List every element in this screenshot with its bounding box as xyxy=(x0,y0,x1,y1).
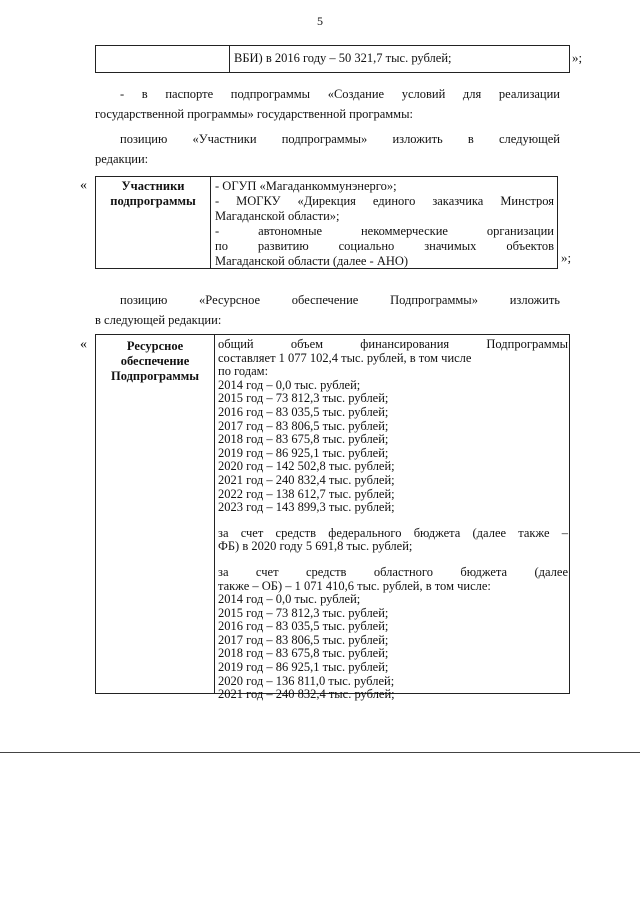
paragraph-passport-line1: - в паспорте подпрограммы «Создание условий для реализации xyxy=(120,87,560,101)
label-line: Участники xyxy=(121,179,185,193)
label-line: Ресурсное xyxy=(126,339,184,353)
year-line: 2015 год – 73 812,3 тыс. рублей; xyxy=(218,605,389,620)
year-line: 2018 год – 83 675,8 тыс. рублей; xyxy=(218,432,389,447)
year-line: 2022 год – 138 612,7 тыс. рублей; xyxy=(218,486,395,501)
participant-item: - ОГУП «Магаданкоммунэнерго»; xyxy=(215,179,397,193)
participants-label xyxy=(96,177,210,209)
year-line: 2017 год – 83 806,5 тыс. рублей; xyxy=(218,418,389,433)
resources-intro: составляет 1 077 102,4 тыс. рублей, в том числе xyxy=(218,350,472,365)
participants-label-cell xyxy=(96,177,211,268)
paragraph-participants-line2: редакции: xyxy=(95,152,149,166)
participants-content-cell xyxy=(215,179,554,269)
opening-quote: « xyxy=(80,337,87,352)
opening-quote: « xyxy=(80,178,87,193)
paragraph-resources-line1: позицию «Ресурсное обеспечение Подпрограммы» изложить xyxy=(120,293,560,307)
year-line: 2015 год – 73 812,3 тыс. рублей; xyxy=(218,391,389,406)
year-line: 2018 год – 83 675,8 тыс. рублей; xyxy=(218,646,389,661)
resources-label-cell xyxy=(96,335,215,693)
year-line: 2019 год – 86 925,1 тыс. рублей; xyxy=(218,445,389,460)
label-line: подпрограммы xyxy=(110,194,196,208)
paragraph-resources-line2: в следующей редакции: xyxy=(95,313,222,327)
closing-quote: »; xyxy=(561,250,572,265)
participant-item: - автономные некоммерческие организации xyxy=(215,224,554,238)
closing-quote: »; xyxy=(572,50,583,65)
resources-label xyxy=(96,335,214,384)
participants-table xyxy=(95,176,558,269)
page-number: 5 xyxy=(317,14,323,28)
participant-item: по развитию социально значимых объектов xyxy=(215,239,554,253)
top-table-fragment xyxy=(95,45,570,73)
resources-intro: общий объем финансирования Подпрограммы xyxy=(218,337,568,351)
year-line: 2020 год – 136 811,0 тыс. рублей; xyxy=(218,673,395,688)
federal-budget-text: за счет средств федерального бюджета (далее также – xyxy=(218,525,568,540)
spacer xyxy=(218,515,568,527)
regional-budget-text: за счет средств областного бюджета (далее xyxy=(218,564,568,579)
year-line: 2021 год – 240 832,4 тыс. рублей; xyxy=(218,687,395,702)
resources-intro: по годам: xyxy=(218,364,269,379)
label-line: обеспечение xyxy=(120,354,190,368)
year-line: 2017 год – 83 806,5 тыс. рублей; xyxy=(218,632,389,647)
participant-item: - МОГКУ «Дирекция единого заказчика Минстроя xyxy=(215,194,554,208)
table-divider xyxy=(229,46,230,72)
year-line: 2019 год – 86 925,1 тыс. рублей; xyxy=(218,660,389,675)
paragraph-participants-line1: позицию «Участники подпрограммы» изложить в следующей xyxy=(120,132,560,146)
federal-budget-text: ФБ) в 2020 году 5 691,8 тыс. рублей; xyxy=(218,539,413,554)
year-line: 2020 год – 142 502,8 тыс. рублей; xyxy=(218,459,395,474)
label-line: Подпрограммы xyxy=(110,369,199,383)
resources-content-cell xyxy=(218,338,568,702)
year-line: 2014 год – 0,0 тыс. рублей; xyxy=(218,377,361,392)
paragraph-passport-line2: государственной программы» государственной программы: xyxy=(95,107,413,121)
year-line: 2023 год – 143 899,3 тыс. рублей; xyxy=(218,500,395,515)
participant-item: Магаданской области»; xyxy=(215,209,340,223)
year-line: 2021 год – 240 832,4 тыс. рублей; xyxy=(218,472,395,487)
year-line: 2016 год – 83 035,5 тыс. рублей; xyxy=(218,619,389,634)
page-bottom-rule xyxy=(0,752,640,753)
years-total-list xyxy=(218,379,568,515)
regional-budget-text: также – ОБ) – 1 071 410,6 тыс. рублей, в том числе: xyxy=(218,578,491,593)
year-line: 2014 год – 0,0 тыс. рублей; xyxy=(218,592,361,607)
years-regional-list xyxy=(218,593,568,702)
year-line: 2016 год – 83 035,5 тыс. рублей; xyxy=(218,404,389,419)
resources-table xyxy=(95,334,570,702)
top-table-text: ВБИ) в 2016 году – 50 321,7 тыс. рублей; xyxy=(234,51,452,65)
participant-item: Магаданской области (далее - АНО) xyxy=(215,254,409,268)
